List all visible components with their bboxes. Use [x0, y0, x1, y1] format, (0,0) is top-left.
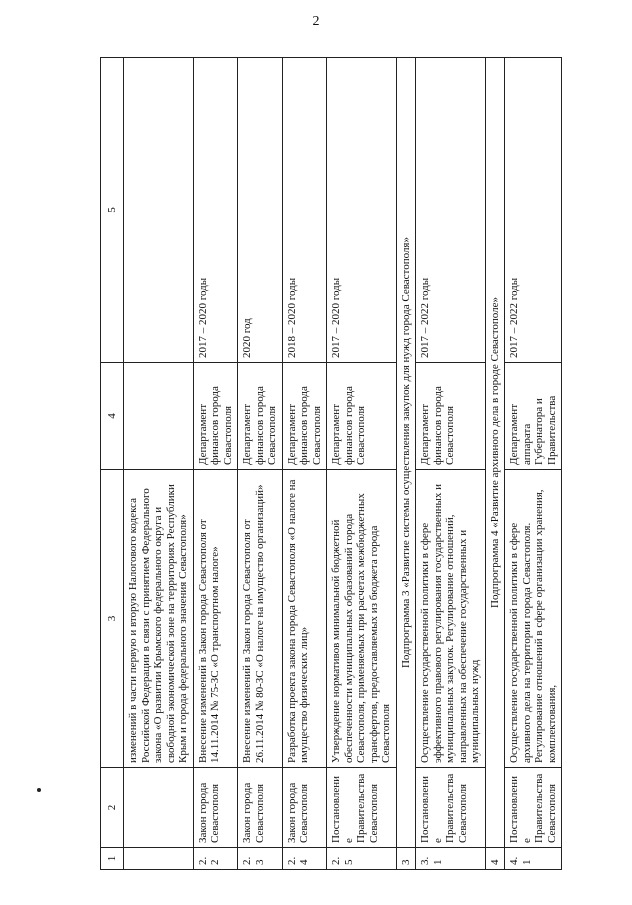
header-cell: 5 — [101, 58, 124, 363]
measure-description: Утверждение нормативов минимальной бюджетной обеспеченности муниципальных образований города Севастополя, применяемых при расчетах межбюджетных трансфертов, предоставляемых из бюджета города Севастополя — [327, 470, 397, 768]
implementation-term: 2020 год — [238, 58, 283, 363]
page-number: 2 — [312, 14, 320, 29]
measures-table — [100, 57, 562, 870]
header-cell: 2 — [101, 768, 124, 848]
measure-description: Внесение изменений в Закон города Севастополя от 26.11.2014 № 80-ЗС «О налоге на имущество организаций» — [238, 470, 283, 768]
implementation-term — [124, 58, 194, 363]
legal-act-type: Постановление Правительства Севастополя — [416, 768, 486, 848]
legal-act-type: Постановление Правительства Севастополя — [327, 768, 397, 848]
table-row — [282, 58, 327, 870]
header-cell: 1 — [101, 848, 124, 870]
table-row — [193, 58, 238, 870]
responsible-department: Департамент финансов города Севастополя — [238, 363, 283, 470]
legal-act-type — [124, 768, 194, 848]
subprogram-row — [485, 58, 505, 870]
header-cell: 3 — [101, 470, 124, 768]
table-header-row — [101, 58, 124, 870]
row-number — [124, 848, 194, 870]
subprogram-title: Подпрограмма 3 «Развитие системы осуществления закупок для нужд города Севастополя» — [396, 58, 416, 848]
subprogram-number: 3 — [396, 848, 416, 870]
subprogram-number: 4 — [485, 848, 505, 870]
scan-speck — [37, 788, 41, 792]
rotated-table-wrapper — [100, 58, 602, 870]
row-number: 4.1 — [505, 848, 562, 870]
implementation-term: 2017 – 2022 годы — [416, 58, 486, 363]
row-number: 3.1 — [416, 848, 486, 870]
legal-act-type: Закон города Севастополя — [193, 768, 238, 848]
subprogram-row — [396, 58, 416, 870]
table-row — [124, 58, 194, 870]
legal-act-type: Закон города Севастополя — [238, 768, 283, 848]
table-row — [327, 58, 397, 870]
measure-description: Осуществление государственной политики в сфере эффективного правового регулирования государственных и муниципальных закупок. Регулирование отношений, направленных на обеспечение государственных и муниципальных нужд — [416, 470, 486, 768]
legal-act-type: Закон города Севастополя — [282, 768, 327, 848]
subprogram-title: Подпрограмма 4 «Развитие архивного дела в городе Севастополе» — [485, 58, 505, 848]
implementation-term: 2017 – 2020 годы — [327, 58, 397, 363]
measure-description: Разработка проекта закона города Севастополя «О налоге на имущество физических лиц» — [282, 470, 327, 768]
implementation-term: 2017 – 2022 годы — [505, 58, 562, 363]
implementation-term: 2018 – 2020 годы — [282, 58, 327, 363]
table-row — [416, 58, 486, 870]
responsible-department: Департамент финансов города Севастополя — [327, 363, 397, 470]
row-number: 2.3 — [238, 848, 283, 870]
row-number: 2.4 — [282, 848, 327, 870]
responsible-department: Департамент финансов города Севастополя — [282, 363, 327, 470]
measure-description: изменений в части первую и вторую Налогового кодекса Российской Федерации в связи с принятием Федерального закона «О развитии Крымского федерального округа и свободной экономической зоне на территориях Республики Крым и города федерального значения Севастополя» — [124, 470, 194, 768]
row-number: 2.2 — [193, 848, 238, 870]
row-number: 2.5 — [327, 848, 397, 870]
implementation-term: 2017 – 2020 годы — [193, 58, 238, 363]
responsible-department — [124, 363, 194, 470]
responsible-department: Департамент финансов города Севастополя — [416, 363, 486, 470]
measure-description: Внесение изменений в Закон города Севастополя от 14.11.2014 № 75-ЗС «О транспортном налоге» — [193, 470, 238, 768]
legal-act-type: Постановление Правительства Севастополя — [505, 768, 562, 848]
responsible-department: Департамент аппарата Губернатора и Правительства — [505, 363, 562, 470]
responsible-department: Департамент финансов города Севастополя — [193, 363, 238, 470]
header-cell: 4 — [101, 363, 124, 470]
table-row — [505, 58, 562, 870]
table-row — [238, 58, 283, 870]
measure-description: Осуществление государственной политики в сфере архивного дела на территории города Севастополя. Регулирование отношений в сфере организации хранения, комплектования, — [505, 470, 562, 768]
